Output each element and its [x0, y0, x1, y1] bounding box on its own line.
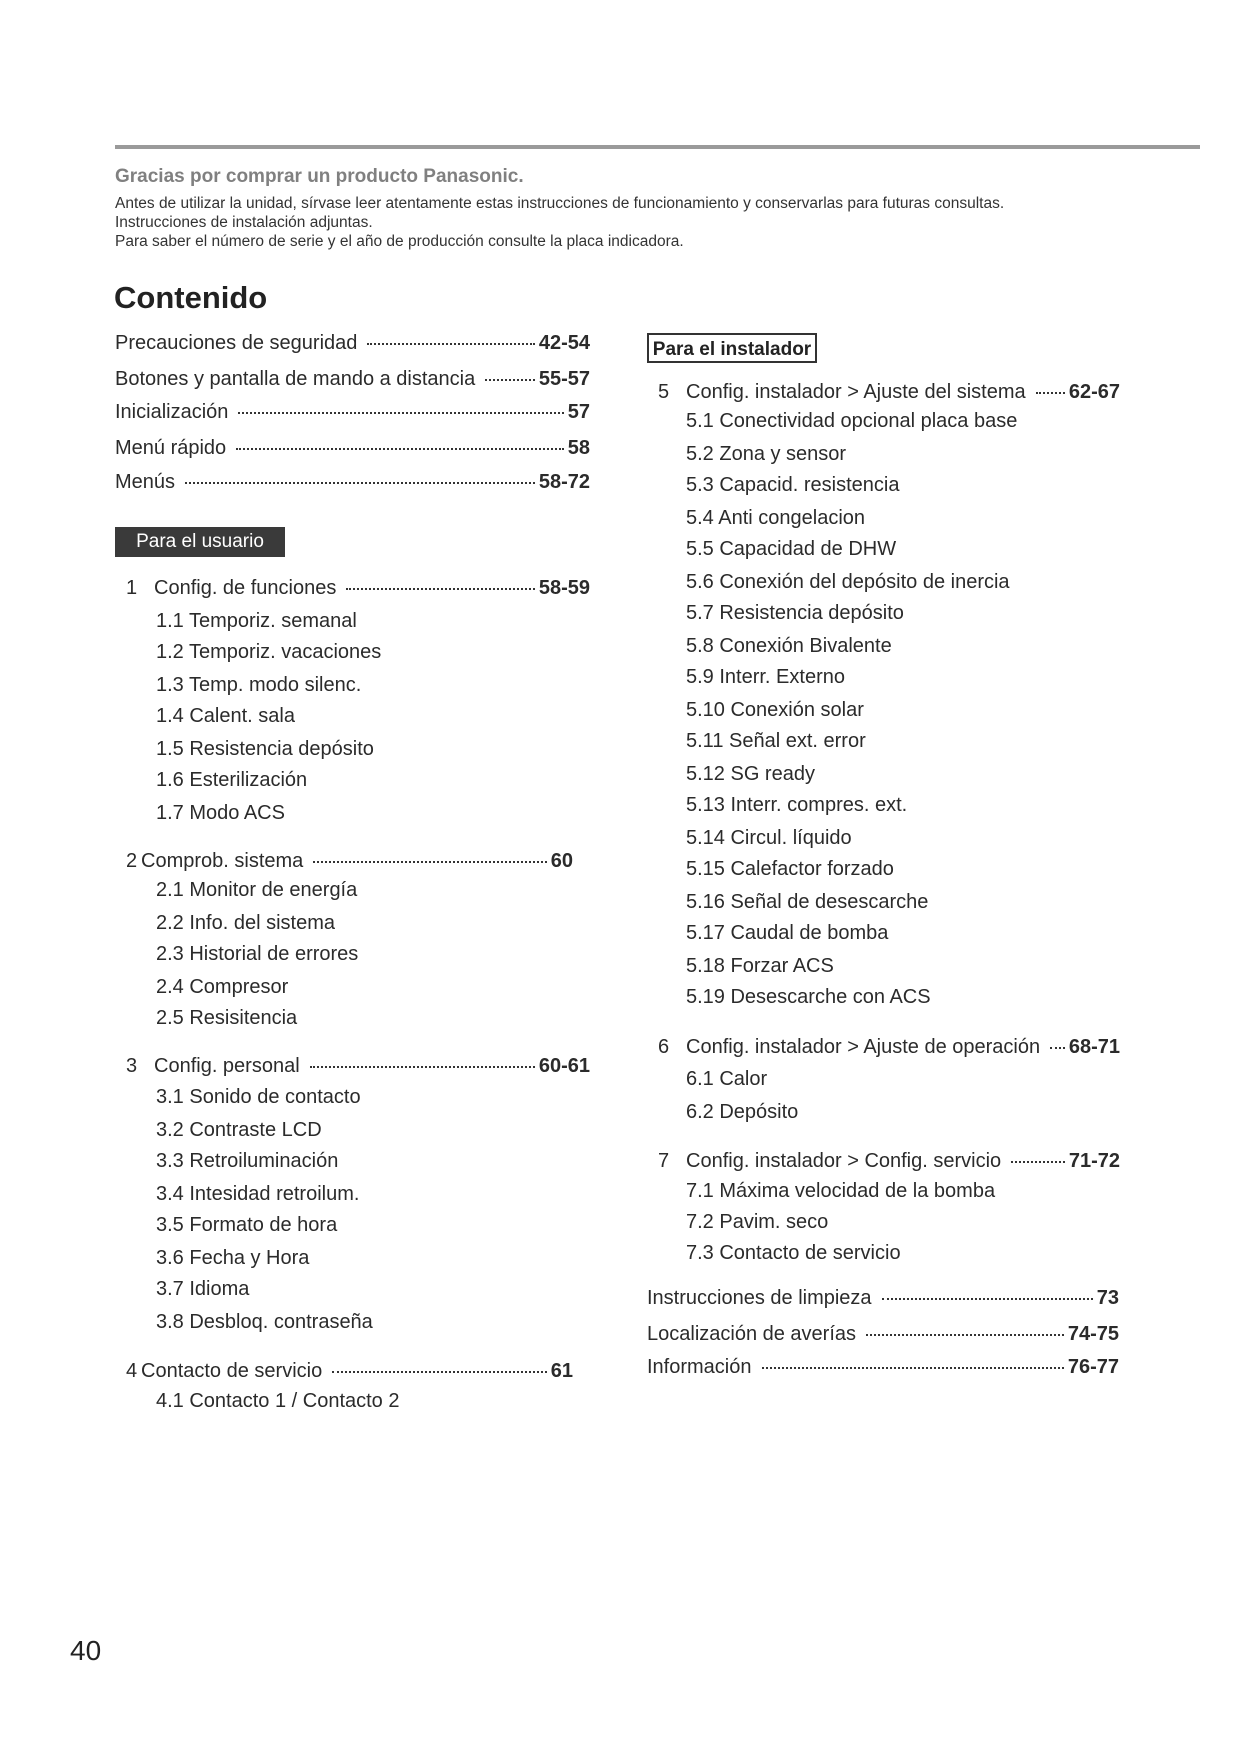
toc-subitem[interactable]: 5.2 Zona y sensor [686, 443, 847, 465]
toc-entry-page: 58-72 [538, 471, 590, 493]
toc-entry-label: Información [647, 1356, 752, 1378]
intro-block [115, 166, 1175, 251]
page-number: 40 [70, 1635, 102, 1666]
toc-subitem[interactable]: 1.1 Temporiz. semanal [156, 610, 357, 632]
toc-entry-informacion[interactable] [647, 1356, 1119, 1379]
toc-subitem[interactable]: 1.5 Resistencia depósito [156, 738, 374, 760]
toc-entry-menu-rapido[interactable] [115, 437, 590, 460]
toc-subitem[interactable]: 6.2 Depósito [686, 1101, 799, 1123]
toc-section-6[interactable] [658, 1036, 1120, 1059]
toc-entry-page: 76-77 [1067, 1356, 1119, 1378]
leader-dots [1036, 392, 1065, 394]
toc-entry-inicializacion[interactable] [115, 401, 590, 424]
toc-subitem[interactable]: 5.3 Capacid. resistencia [686, 474, 900, 496]
toc-subitem[interactable]: 2.2 Info. del sistema [156, 912, 335, 934]
section-label: Config. instalador > Ajuste de operación [686, 1036, 1041, 1058]
top-rule [115, 145, 1200, 149]
toc-subitem[interactable]: 2.5 Resisitencia [156, 1007, 298, 1029]
toc-subitem[interactable]: 2.1 Monitor de energía [156, 879, 358, 901]
toc-entry-averias[interactable] [647, 1323, 1119, 1346]
toc-entry-label: Menús [115, 471, 176, 493]
leader-dots [346, 588, 535, 590]
toc-subitem[interactable]: 3.2 Contraste LCD [156, 1119, 322, 1141]
toc-entry-label: Localización de averías [647, 1323, 857, 1345]
leader-dots [866, 1334, 1064, 1336]
leader-dots [882, 1298, 1093, 1300]
section-label: Contacto de servicio [141, 1360, 323, 1382]
toc-subitem[interactable]: 1.7 Modo ACS [156, 802, 285, 824]
toc-section-3[interactable] [126, 1055, 590, 1078]
toc-subitem[interactable]: 1.4 Calent. sala [156, 705, 295, 727]
toc-subitem[interactable]: 5.13 Interr. compres. ext. [686, 794, 908, 816]
section-page: 61 [550, 1360, 573, 1382]
toc-entry-botones[interactable] [115, 368, 590, 391]
toc-subitem[interactable]: 5.8 Conexión Bivalente [686, 635, 892, 657]
toc-subitem[interactable]: 3.3 Retroiluminación [156, 1150, 339, 1172]
toc-subitem[interactable]: 3.8 Desbloq. contraseña [156, 1311, 373, 1333]
section-label: Config. personal [154, 1055, 300, 1077]
intro-title: Gracias por comprar un producto Panasonic. [115, 166, 524, 187]
leader-dots [485, 379, 535, 381]
toc-entry-page: 58 [567, 437, 590, 459]
section-number: 2 [126, 850, 138, 872]
section-label: Config. de funciones [154, 577, 337, 599]
toc-entry-page: 74-75 [1067, 1323, 1119, 1345]
toc-subitem[interactable]: 5.16 Señal de desescarche [686, 891, 929, 913]
section-number: 4 [126, 1360, 138, 1382]
section-page: 68-71 [1068, 1036, 1120, 1058]
toc-section-7[interactable] [658, 1150, 1120, 1173]
section-page: 62-67 [1068, 381, 1120, 403]
section-page: 60 [550, 850, 573, 872]
section-page: 60-61 [538, 1055, 590, 1077]
toc-subitem[interactable]: 3.7 Idioma [156, 1278, 250, 1300]
section-label: Config. instalador > Ajuste del sistema [686, 381, 1026, 403]
contents-heading: Contenido [114, 280, 268, 315]
toc-entry-limpieza[interactable] [647, 1287, 1119, 1310]
toc-subitem[interactable]: 5.12 SG ready [686, 763, 815, 785]
installer-section-tag: Para el instalador [647, 333, 817, 363]
toc-entry-page: 55-57 [538, 368, 590, 390]
toc-subitem[interactable]: 5.4 Anti congelacion [686, 507, 866, 529]
toc-subitem[interactable]: 7.2 Pavim. seco [686, 1211, 829, 1233]
section-page: 71-72 [1068, 1150, 1120, 1172]
toc-subitem[interactable]: 4.1 Contacto 1 / Contacto 2 [156, 1390, 400, 1412]
toc-subitem[interactable]: 5.19 Desescarche con ACS [686, 986, 931, 1008]
toc-subitem[interactable]: 7.3 Contacto de servicio [686, 1242, 901, 1264]
leader-dots [1011, 1161, 1065, 1163]
toc-entry-page: 57 [567, 401, 590, 423]
toc-subitem[interactable]: 7.1 Máxima velocidad de la bomba [686, 1180, 996, 1202]
toc-entry-label: Menú rápido [115, 437, 227, 459]
toc-subitem[interactable]: 2.4 Compresor [156, 976, 289, 998]
leader-dots [313, 861, 546, 863]
toc-subitem[interactable]: 3.1 Sonido de contacto [156, 1086, 361, 1108]
toc-subitem[interactable]: 6.1 Calor [686, 1068, 768, 1090]
toc-subitem[interactable]: 5.11 Señal ext. error [686, 730, 866, 752]
intro-line-1: Antes de utilizar la unidad, sírvase leer atentamente estas instrucciones de funcionamiento y conservarlas para futuras consultas. [115, 195, 1005, 212]
section-number: 6 [658, 1036, 670, 1058]
toc-subitem[interactable]: 3.4 Intesidad retroilum. [156, 1183, 360, 1205]
toc-subitem[interactable]: 5.18 Forzar ACS [686, 955, 834, 977]
toc-subitem[interactable]: 5.7 Resistencia depósito [686, 602, 904, 624]
toc-subitem[interactable]: 2.3 Historial de errores [156, 943, 359, 965]
user-section-tag: Para el usuario [115, 527, 285, 557]
toc-section-4[interactable] [126, 1360, 573, 1383]
toc-entry-label: Botones y pantalla de mando a distancia [115, 368, 476, 390]
toc-subitem[interactable]: 1.2 Temporiz. vacaciones [156, 641, 382, 663]
toc-entry-page: 42-54 [538, 332, 590, 354]
toc-subitem[interactable]: 1.3 Temp. modo silenc. [156, 674, 362, 696]
toc-subitem[interactable]: 3.6 Fecha y Hora [156, 1247, 310, 1269]
leader-dots [238, 412, 563, 414]
section-number: 5 [658, 381, 670, 403]
section-label: Comprob. sistema [141, 850, 304, 872]
toc-subitem[interactable]: 5.10 Conexión solar [686, 699, 864, 721]
toc-entry-label: Inicialización [115, 401, 229, 423]
leader-dots [185, 482, 535, 484]
leader-dots [762, 1367, 1064, 1369]
toc-subitem[interactable]: 5.1 Conectividad opcional placa base [686, 410, 1018, 432]
toc-subitem[interactable]: 5.15 Calefactor forzado [686, 858, 894, 880]
toc-subitem[interactable]: 5.14 Circul. líquido [686, 827, 852, 849]
intro-line-3: Para saber el número de serie y el año de producción consulte la placa indicadora. [115, 233, 684, 250]
section-number: 3 [126, 1055, 138, 1077]
toc-subitem[interactable]: 5.6 Conexión del depósito de inercia [686, 571, 1010, 593]
section-number: 1 [126, 577, 138, 599]
section-page: 58-59 [538, 577, 590, 599]
toc-entry-label: Instrucciones de limpieza [647, 1287, 872, 1309]
toc-subitem[interactable]: 1.6 Esterilización [156, 769, 308, 791]
leader-dots [236, 448, 564, 450]
leader-dots [1050, 1047, 1065, 1049]
toc-entry-page: 73 [1096, 1287, 1119, 1309]
leader-dots [332, 1371, 547, 1373]
toc-entry-precauciones[interactable] [115, 332, 590, 355]
toc-section-5[interactable] [658, 381, 1120, 404]
toc-section-2[interactable] [126, 850, 573, 873]
toc-subitem[interactable]: 3.5 Formato de hora [156, 1214, 338, 1236]
section-label: Config. instalador > Config. servicio [686, 1150, 1002, 1172]
intro-line-2: Instrucciones de instalación adjuntas. [115, 214, 373, 231]
toc-entry-menus[interactable] [115, 471, 590, 494]
toc-subitem[interactable]: 5.5 Capacidad de DHW [686, 538, 897, 560]
toc-entry-label: Precauciones de seguridad [115, 332, 358, 354]
leader-dots [367, 343, 534, 345]
section-number: 7 [658, 1150, 670, 1172]
toc-section-1[interactable] [126, 577, 590, 600]
leader-dots [310, 1066, 535, 1068]
toc-subitem[interactable]: 5.9 Interr. Externo [686, 666, 845, 688]
toc-subitem[interactable]: 5.17 Caudal de bomba [686, 922, 889, 944]
